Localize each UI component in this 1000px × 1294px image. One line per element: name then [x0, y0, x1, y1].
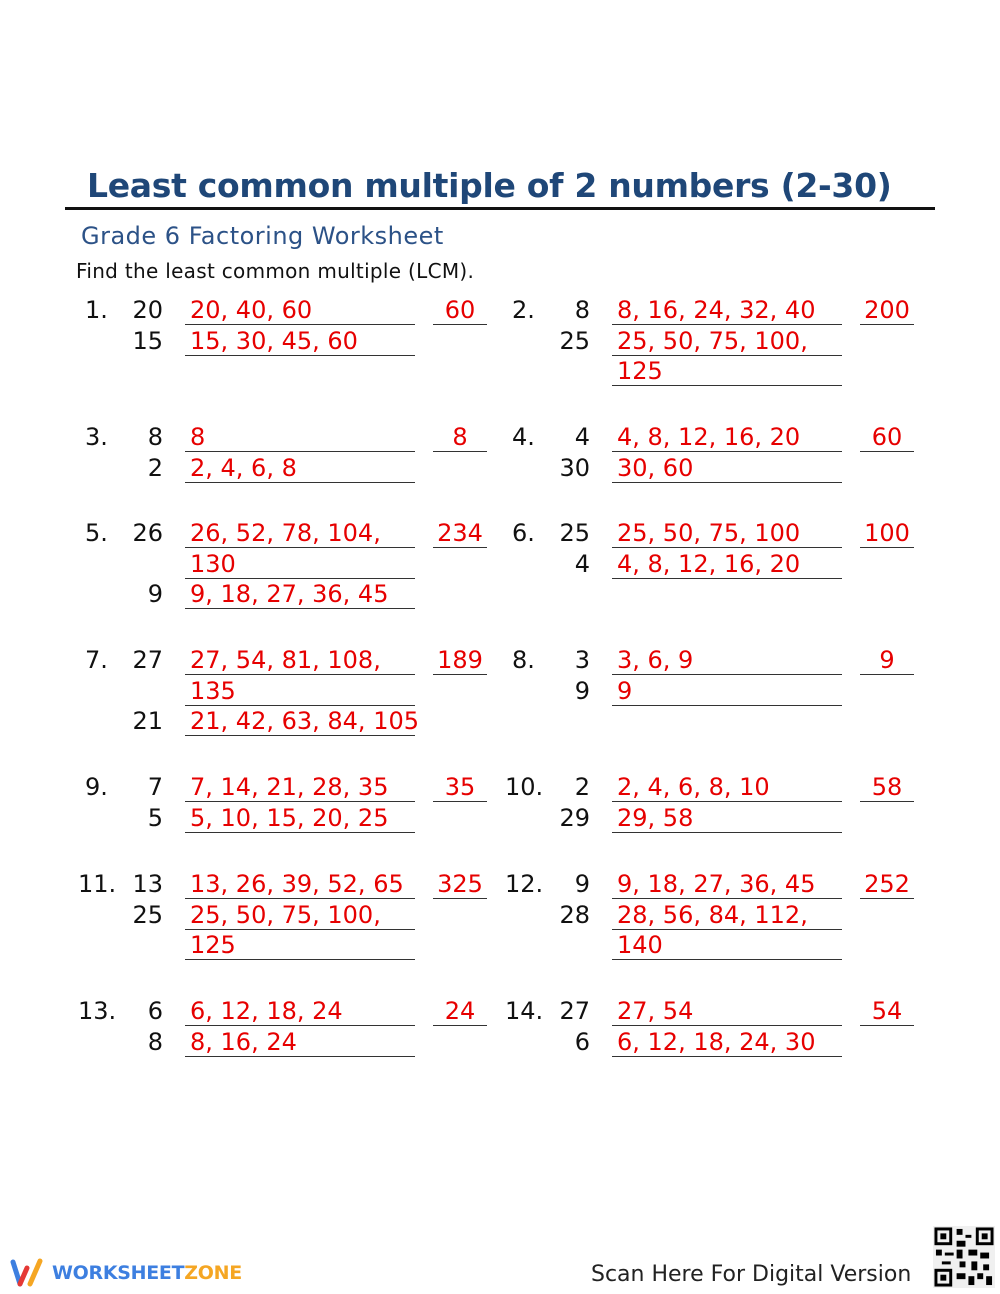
multiples-line: 15, 30, 45, 60	[185, 326, 415, 356]
lcm-answer: 60	[860, 422, 914, 452]
given-number: 9	[574, 870, 590, 898]
multiples-line: 135	[185, 676, 415, 706]
problem-number: 2.	[512, 296, 535, 324]
problem-number: 14.	[505, 997, 544, 1025]
problem-number: 9.	[85, 773, 108, 801]
multiples-line: 5, 10, 15, 20, 25	[185, 803, 415, 833]
given-number: 27	[559, 997, 590, 1025]
multiples-line: 7, 14, 21, 28, 35	[185, 772, 415, 802]
multiples-line: 28, 56, 84, 112,	[612, 900, 842, 930]
given-number: 8	[147, 423, 163, 451]
subtitle: Grade 6 Factoring Worksheet	[81, 222, 444, 250]
lcm-answer: 9	[860, 645, 914, 675]
problem-number: 10.	[505, 773, 544, 801]
lcm-answer: 325	[433, 869, 487, 899]
lcm-answer: 35	[433, 772, 487, 802]
problem-number: 7.	[85, 646, 108, 674]
worksheetzone-logo	[10, 1258, 242, 1288]
lcm-answer: 252	[860, 869, 914, 899]
multiples-line: 140	[612, 930, 842, 960]
given-number: 7	[147, 773, 163, 801]
given-number: 2	[147, 453, 163, 482]
lcm-answer: 24	[433, 996, 487, 1026]
logo-icon	[10, 1258, 46, 1288]
lcm-answer: 60	[433, 295, 487, 325]
problem-number: 8.	[512, 646, 535, 674]
multiples-line: 6, 12, 18, 24, 30	[612, 1027, 842, 1057]
given-number: 30	[559, 453, 590, 482]
given-number: 26	[132, 519, 163, 547]
problem-number: 1.	[85, 296, 108, 324]
multiples-line: 2, 4, 6, 8, 10	[612, 772, 842, 802]
multiples-line: 8, 16, 24	[185, 1027, 415, 1057]
problem-number: 11.	[78, 870, 117, 898]
given-number: 21	[132, 707, 163, 735]
given-number: 8	[574, 296, 590, 324]
multiples-line: 3, 6, 9	[612, 645, 842, 675]
lcm-answer: 8	[433, 422, 487, 452]
given-number: 2	[574, 773, 590, 801]
multiples-line: 25, 50, 75, 100,	[612, 326, 842, 356]
problem-number: 3.	[85, 423, 108, 451]
lcm-answer: 200	[860, 295, 914, 325]
lcm-answer: 54	[860, 996, 914, 1026]
given-number: 27	[132, 646, 163, 674]
given-number: 3	[574, 646, 590, 674]
given-number: 20	[132, 296, 163, 324]
multiples-line: 6, 12, 18, 24	[185, 996, 415, 1026]
given-number: 25	[132, 900, 163, 929]
multiples-line: 27, 54	[612, 996, 842, 1026]
multiples-line: 9	[612, 676, 842, 706]
multiples-line: 25, 50, 75, 100,	[185, 900, 415, 930]
multiples-line: 125	[612, 356, 842, 386]
problem-number: 5.	[85, 519, 108, 547]
qr-code-icon[interactable]	[933, 1226, 995, 1288]
lcm-answer: 234	[433, 518, 487, 548]
given-number: 13	[132, 870, 163, 898]
multiples-line: 4, 8, 12, 16, 20	[612, 549, 842, 579]
multiples-line: 2, 4, 6, 8	[185, 453, 415, 483]
given-number: 9	[147, 580, 163, 608]
given-number: 4	[574, 549, 590, 578]
multiples-line: 8	[185, 422, 415, 452]
given-number: 25	[559, 326, 590, 355]
multiples-line: 4, 8, 12, 16, 20	[612, 422, 842, 452]
given-number: 8	[147, 1027, 163, 1056]
scan-text: Scan Here For Digital Version	[591, 1262, 912, 1287]
brand-name: WORKSHEETZONE	[52, 1262, 242, 1284]
given-number: 28	[559, 900, 590, 929]
multiples-line: 20, 40, 60	[185, 295, 415, 325]
multiples-line: 9, 18, 27, 36, 45	[612, 869, 842, 899]
multiples-line: 9, 18, 27, 36, 45	[185, 579, 415, 609]
multiples-line: 13, 26, 39, 52, 65	[185, 869, 415, 899]
lcm-answer: 189	[433, 645, 487, 675]
multiples-line: 21, 42, 63, 84, 105	[185, 706, 415, 736]
given-number: 6	[147, 997, 163, 1025]
multiples-line: 26, 52, 78, 104,	[185, 518, 415, 548]
given-number: 6	[574, 1027, 590, 1056]
given-number: 29	[559, 803, 590, 832]
given-number: 15	[132, 326, 163, 355]
problem-number: 4.	[512, 423, 535, 451]
multiples-line: 30, 60	[612, 453, 842, 483]
problem-number: 12.	[505, 870, 544, 898]
given-number: 4	[574, 423, 590, 451]
multiples-line: 25, 50, 75, 100	[612, 518, 842, 548]
multiples-line: 8, 16, 24, 32, 40	[612, 295, 842, 325]
lcm-answer: 58	[860, 772, 914, 802]
multiples-line: 125	[185, 930, 415, 960]
lcm-answer: 100	[860, 518, 914, 548]
problem-number: 13.	[78, 997, 117, 1025]
page-title: Least common multiple of 2 numbers (2-30)	[87, 166, 892, 205]
instruction: Find the least common multiple (LCM).	[76, 259, 475, 283]
multiples-line: 27, 54, 81, 108,	[185, 645, 415, 675]
title-divider	[65, 207, 935, 210]
problem-number: 6.	[512, 519, 535, 547]
given-number: 25	[559, 519, 590, 547]
given-number: 9	[574, 676, 590, 705]
given-number: 5	[147, 803, 163, 832]
multiples-line: 29, 58	[612, 803, 842, 833]
multiples-line: 130	[185, 549, 415, 579]
